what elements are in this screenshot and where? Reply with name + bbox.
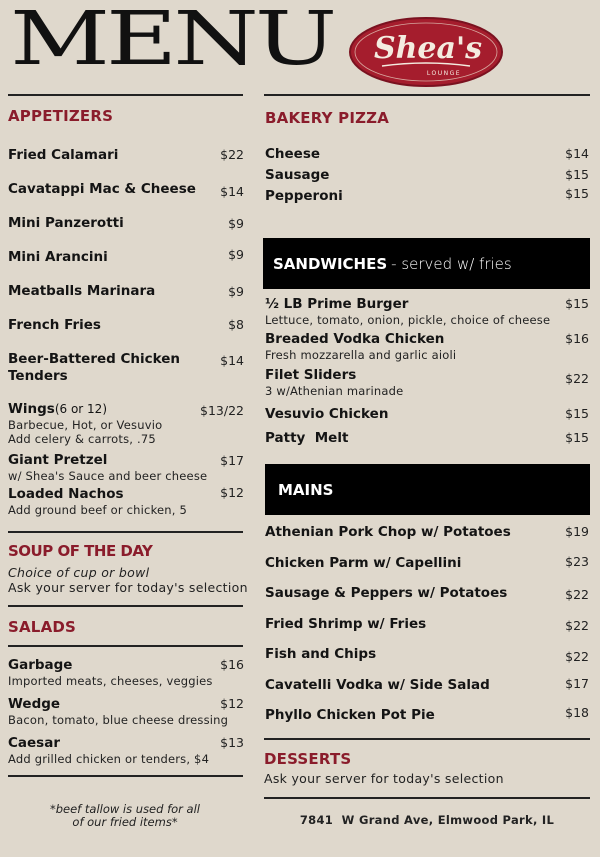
menu-item [265, 707, 589, 724]
menu-item [265, 167, 589, 184]
rule-left-salads [8, 605, 243, 607]
menu-item [8, 249, 244, 266]
salads-heading: SALADS [8, 618, 77, 636]
menu-item [8, 215, 244, 232]
desserts-heading: DESSERTS [264, 750, 352, 768]
item-name: French Fries [8, 317, 101, 333]
item-name: Cavatappi Mac & Cheese [8, 181, 196, 197]
menu-item [265, 296, 589, 327]
item-name: Fish and Chips [265, 646, 377, 662]
menu-item [8, 317, 244, 334]
item-price: $15 [565, 296, 589, 311]
menu-item [8, 735, 244, 766]
item-name: Mini Panzerotti [8, 215, 124, 231]
menu-item [8, 696, 244, 727]
item-desc: 3 w/Athenian marinade [265, 384, 404, 398]
menu-item [265, 331, 589, 362]
footnote-line-2: of our fried items* [72, 815, 178, 829]
menu-title: MENU [10, 0, 334, 82]
fried-items-footnote [30, 803, 220, 829]
menu-item [8, 452, 244, 483]
item-name: Garbage [8, 657, 73, 673]
item-price: $14 [220, 353, 244, 368]
item-name: Wings [8, 401, 55, 417]
item-name: Athenian Pork Chop w/ Potatoes [265, 524, 511, 540]
menu-item [265, 430, 589, 447]
item-price: $23 [565, 554, 589, 569]
desserts-line: Ask your server for today's selection [264, 771, 504, 786]
item-desc: Lettuce, tomato, onion, pickle, choice of cheese [265, 313, 551, 327]
soup-heading: SOUP OF THE DAY [8, 542, 153, 560]
item-name: Pepperoni [265, 188, 343, 204]
soup-line-1: Choice of cup or bowl [8, 565, 150, 580]
item-price: $12 [220, 485, 244, 500]
item-name: Fried Calamari [8, 147, 119, 163]
item-price: $9 [228, 216, 244, 231]
item-price: $14 [565, 146, 589, 161]
item-price: $15 [565, 406, 589, 421]
rule-right-desserts [264, 738, 590, 740]
item-price: $15 [565, 186, 589, 201]
item-name: Sausage [265, 167, 330, 183]
item-price: $22 [565, 587, 589, 602]
item-price: $18 [565, 705, 589, 720]
item-name-paren: (6 or 12) [54, 402, 107, 416]
menu-item [265, 646, 589, 663]
item-name: Sausage & Peppers w/ Potatoes [265, 585, 508, 601]
item-price: $9 [228, 284, 244, 299]
menu-item [8, 351, 244, 385]
menu-item [8, 657, 244, 688]
item-desc: w/ Shea's Sauce and beer cheese [8, 469, 208, 483]
menu-item [265, 555, 589, 572]
item-price: $22 [565, 649, 589, 664]
menu-item [265, 616, 589, 633]
item-price: $16 [565, 331, 589, 346]
item-name: Loaded Nachos [8, 486, 124, 502]
pizza-heading: BAKERY PIZZA [265, 109, 390, 127]
item-name: ½ LB Prime Burger [265, 296, 409, 312]
sandwiches-heading: SANDWICHES [273, 254, 388, 273]
rule-left-top [8, 94, 243, 96]
rule-right-top [264, 94, 590, 96]
item-name: Giant Pretzel [8, 452, 108, 468]
item-price: $17 [220, 453, 244, 468]
item-name: Mini Arancini [8, 249, 108, 265]
restaurant-address: 7841 W Grand Ave, Elmwood Park, IL [299, 813, 555, 827]
item-price: $13/22 [200, 403, 244, 418]
item-price: $22 [565, 371, 589, 386]
item-price: $19 [565, 524, 589, 539]
menu-item [265, 585, 589, 602]
item-name: Patty Melt [265, 430, 349, 446]
item-name: Meatballs Marinara [8, 283, 156, 299]
rule-left-bottom [8, 775, 243, 777]
menu-item [265, 188, 589, 205]
item-name: Vesuvio Chicken [265, 406, 389, 422]
rule-left-soup [8, 531, 243, 533]
item-price: $9 [228, 247, 244, 262]
svg-text:LOUNGE: LOUNGE [426, 70, 462, 77]
item-desc: Bacon, tomato, blue cheese dressing [8, 713, 229, 727]
item-desc: Imported meats, cheeses, veggies [8, 674, 213, 688]
item-price: $22 [565, 618, 589, 633]
item-desc: Add grilled chicken or tenders, $4 [8, 752, 210, 766]
appetizers-heading: APPETIZERS [8, 107, 114, 125]
mains-heading: MAINS [278, 480, 334, 499]
item-name: Wedge [8, 696, 61, 712]
rule-right-bottom [264, 797, 590, 799]
item-price: $12 [220, 696, 244, 711]
menu-item [8, 181, 244, 198]
sandwiches-subheading: - served w/ fries [391, 254, 512, 273]
item-price: $15 [565, 430, 589, 445]
sheas-lounge-logo [348, 16, 504, 88]
rule-left-salads-2 [8, 645, 243, 647]
item-name: Fried Shrimp w/ Fries [265, 616, 427, 632]
menu-item [265, 524, 589, 541]
menu-item [265, 406, 589, 423]
menu-item [8, 147, 244, 164]
item-name-cont: Tenders [8, 368, 68, 384]
item-name: Beer-Battered Chicken [8, 351, 181, 367]
item-price: $14 [220, 184, 244, 199]
item-name: Breaded Vodka Chicken [265, 331, 445, 347]
menu-item [8, 283, 244, 300]
menu-item [265, 146, 589, 163]
item-price: $16 [220, 657, 244, 672]
item-price: $17 [565, 676, 589, 691]
mains-header-bar [265, 464, 590, 515]
svg-text:Shea's: Shea's [373, 31, 483, 66]
sandwiches-header-bar [263, 238, 590, 289]
item-desc: Barbecue, Hot, or Vesuvio [8, 418, 163, 432]
menu-item [265, 367, 589, 398]
item-price: $22 [220, 147, 244, 162]
item-name: Cavatelli Vodka w/ Side Salad [265, 677, 490, 693]
footnote-line-1: *beef tallow is used for all [49, 802, 200, 816]
item-price: $15 [565, 167, 589, 182]
item-desc: Add ground beef or chicken, 5 [8, 503, 188, 517]
menu-item [8, 401, 244, 446]
item-price: $13 [220, 735, 244, 750]
item-price: $8 [228, 317, 244, 332]
menu-item [265, 677, 589, 694]
item-desc: Add celery & carrots, .75 [8, 432, 156, 446]
item-name: Filet Sliders [265, 367, 357, 383]
menu-item [8, 486, 244, 517]
item-name: Chicken Parm w/ Capellini [265, 555, 462, 571]
item-desc: Fresh mozzarella and garlic aioli [265, 348, 457, 362]
item-name: Caesar [8, 735, 60, 751]
item-name: Phyllo Chicken Pot Pie [265, 707, 435, 723]
soup-line-2: Ask your server for today's selection [8, 580, 248, 595]
item-name: Cheese [265, 146, 321, 162]
